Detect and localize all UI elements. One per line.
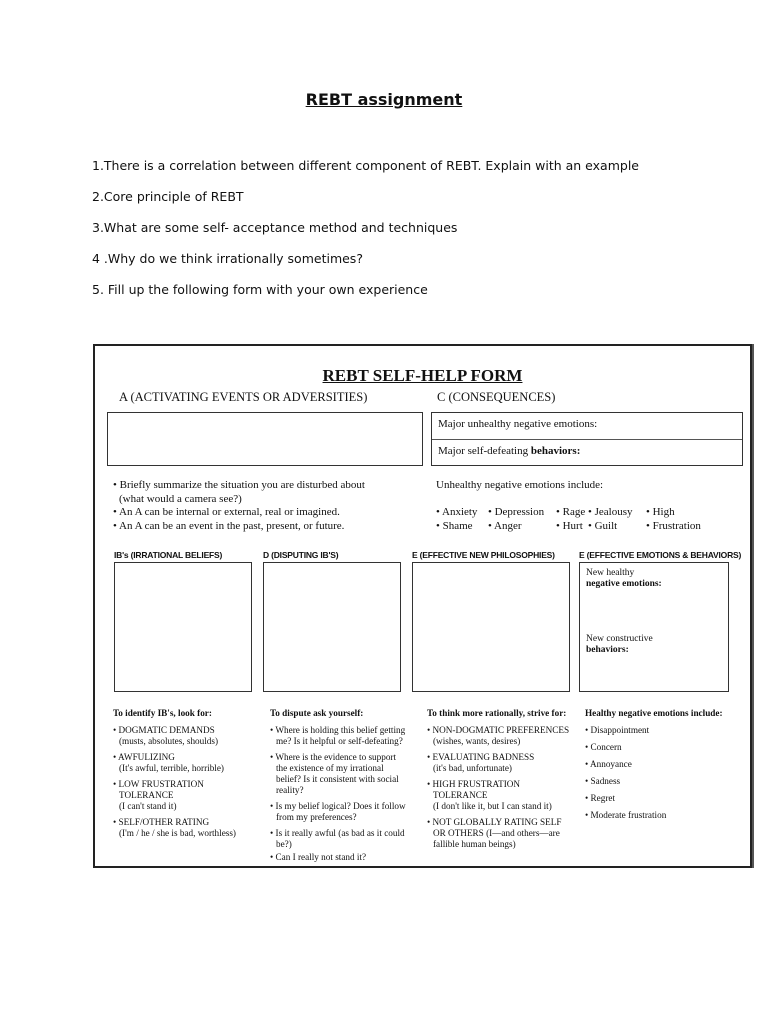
- list-item: • Where is the evidence to support the existence of my irrational belief? Is it consistent with social reality?: [270, 752, 399, 795]
- consequences-box[interactable]: [431, 412, 743, 466]
- document-title: REBT assignment: [305, 90, 463, 109]
- consequences-header: C (CONSEQUENCES): [437, 390, 556, 404]
- list-item: • HIGH FRUSTRATION TOLERANCE (I don't like it, but I can stand it): [427, 779, 552, 811]
- list-item: • SELF/OTHER RATING (I'm / he / she is bad, worthless): [113, 817, 236, 838]
- list-item: • Where is holding this belief getting me? Is it helpful or self-defeating?: [270, 725, 406, 746]
- self-defeating-behaviors-field[interactable]: Major self-defeating behaviors:: [438, 445, 581, 457]
- list-item: • Can I really not stand it?: [270, 852, 367, 862]
- healthy-emotions-guide: Healthy negative emotions include: • Disappointment • Concern • Annoyance • Sadness • Regret • Moderate frustration: [585, 708, 735, 827]
- question-list: [92, 158, 732, 313]
- disputing-header: D (DISPUTING IB'S): [263, 550, 339, 560]
- question-item: 3.What are some self- acceptance method and techniques: [92, 220, 458, 235]
- effective-emotions-header: E (EFFECTIVE EMOTIONS & BEHAVIORS): [579, 550, 742, 560]
- consequences-notes: Unhealthy negative emotions include: • Anxiety • Depression • Rage • Jealousy • High • Shame • Anger • Hurt • Guilt • Frustration: [436, 479, 746, 534]
- list-item: • LOW FRUSTRATION TOLERANCE (I can't stand it): [113, 779, 204, 811]
- list-item: • EVALUATING BADNESS (it's bad, unfortunate): [427, 752, 535, 773]
- effective-emotions-box[interactable]: [579, 562, 729, 692]
- rational-thinking-guide: To think more rationally, strive for: • NON-DOGMATIC PREFERENCES (wishes, wants, desires) • EVALUATING BADNESS (it's bad, unfortunate) • HIGH FRUSTRATION TOLERANCE (I don't like it, but I can stand it) • NOT GLOBALLY RATING SELF OR OTHERS (I—and others—are fallible human beings): [427, 708, 577, 855]
- question-item: 1.There is a correlation between different component of REBT. Explain with an example: [92, 158, 639, 173]
- identify-ibs-guide: To identify IB's, look for: • DOGMATIC DEMANDS (musts, absolutes, shoulds) • AWFULIZING (It's awful, terrible, horrible) • LOW FRUSTRATION TOLERANCE (I can't stand it) • SELF/OTHER RATING (I'm / he / she is bad, worthless): [113, 708, 263, 844]
- new-constructive-label: New constructive: [586, 634, 653, 644]
- list-item: • Moderate frustration: [585, 810, 667, 820]
- unhealthy-emotions-field[interactable]: Major unhealthy negative emotions:: [432, 413, 742, 440]
- unhealthy-emotions-grid: • Anxiety • Depression • Rage • Jealousy • High • Shame • Anger • Hurt • Guilt • Frustration: [436, 505, 701, 532]
- irrational-beliefs-box[interactable]: [114, 562, 252, 692]
- list-item: • Concern: [585, 742, 622, 752]
- activating-events-notes: • Briefly summarize the situation you are disturbed about (what would a camera see?) • An A can be internal or external, real or imagined. • An A can be an event in the past, present, or future.: [113, 479, 365, 532]
- new-healthy-label: New healthy: [586, 568, 635, 578]
- list-item: • DOGMATIC DEMANDS (musts, absolutes, shoulds): [113, 725, 219, 746]
- form-title: REBT SELF-HELP FORM: [322, 366, 523, 385]
- behaviors-label: behaviors:: [586, 645, 629, 655]
- list-item: • NOT GLOBALLY RATING SELF OR OTHERS (I—and others—are fallible human beings): [427, 817, 562, 849]
- effective-philosophies-header: E (EFFECTIVE NEW PHILOSOPHIES): [412, 550, 555, 560]
- rebt-self-help-form: [93, 344, 752, 868]
- list-item: • Regret: [585, 793, 616, 803]
- question-item: 2.Core principle of REBT: [92, 189, 244, 204]
- activating-events-box[interactable]: [107, 412, 423, 466]
- dispute-guide: To dispute ask yourself: • Where is holding this belief getting me? Is it helpful or self-defeating? • Where is the evidence to support the existence of my irrational belief? Is it consistent with social reality? • Is my belief logical? Does it follow from my preferences? • Is it really awful (as bad as it could be?) • Can I really not stand it?: [270, 708, 420, 868]
- list-item: • Sadness: [585, 776, 621, 786]
- effective-philosophies-box[interactable]: [412, 562, 570, 692]
- form-edge: [752, 344, 754, 868]
- list-item: • Is my belief logical? Does it follow from my preferences?: [270, 801, 406, 822]
- list-item: • Annoyance: [585, 759, 632, 769]
- list-item: • Disappointment: [585, 725, 650, 735]
- activating-events-header: A (ACTIVATING EVENTS OR ADVERSITIES): [119, 390, 368, 404]
- question-item: 5. Fill up the following form with your own experience: [92, 282, 428, 297]
- disputing-box[interactable]: [263, 562, 401, 692]
- negative-emotions-label: negative emotions:: [586, 579, 662, 589]
- list-item: • NON-DOGMATIC PREFERENCES (wishes, wants, desires): [427, 725, 570, 746]
- list-item: • AWFULIZING (It's awful, terrible, horrible): [113, 752, 224, 773]
- list-item: • Is it really awful (as bad as it could be?): [270, 828, 405, 849]
- irrational-beliefs-header: IB's (IRRATIONAL BELIEFS): [114, 550, 223, 560]
- question-item: 4 .Why do we think irrationally sometimes?: [92, 251, 363, 266]
